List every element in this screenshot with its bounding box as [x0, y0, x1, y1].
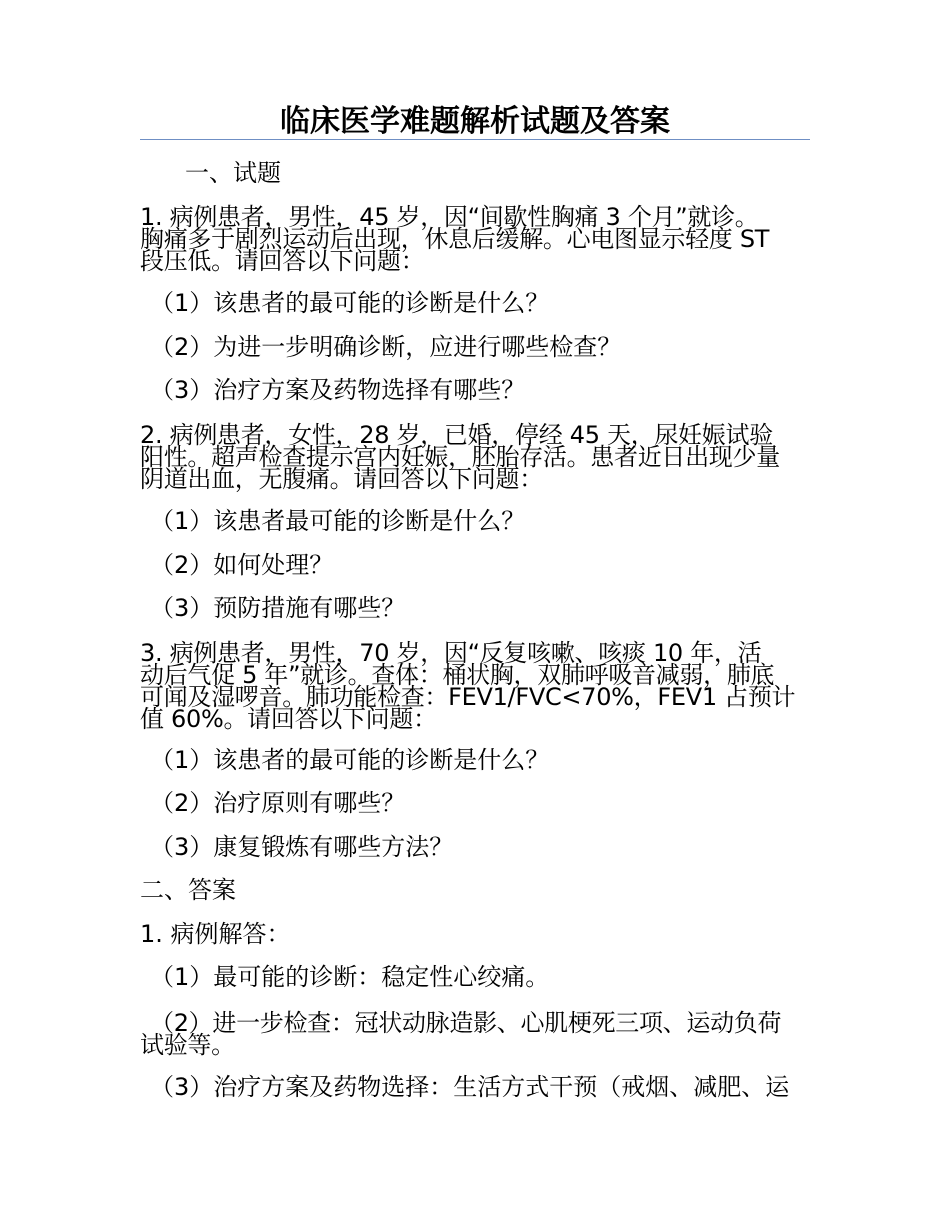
answer-1-item-3: （3）治疗方案及药物选择：生活方式干预（戒烟、减肥、运 [150, 1073, 790, 1101]
answer-1-heading: 1. 病例解答： [140, 920, 291, 948]
question-2-text [140, 421, 812, 493]
question-3-line: 值 60%。请回答以下问题： [140, 705, 437, 733]
question-2-sub-2: （2）如何处理？ [150, 551, 334, 579]
question-3-sub-3: （3）康复锻炼有哪些方法？ [150, 833, 454, 861]
section-heading-questions: 一、试题 [185, 159, 281, 187]
question-1-text [140, 203, 812, 275]
question-2-line: 阴道出血，无腹痛。请回答以下问题： [140, 465, 543, 493]
answer-1-item-2 [140, 1009, 812, 1059]
question-1-sub-2: （2）为进一步明确诊断，应进行哪些检查？ [150, 333, 622, 361]
question-3-text [140, 639, 812, 733]
question-3-line: 3. 病例患者，男性，70 岁，因“反复咳嗽、咳痰 10 年，活 [140, 639, 762, 667]
answer-1-item-2-line: 试验等。 [140, 1031, 235, 1059]
question-1-line: 胸痛多于剧烈运动后出现，休息后缓解。心电图显示轻度 ST [140, 225, 770, 253]
question-2-sub-1: （1）该患者最可能的诊断是什么？ [150, 507, 526, 535]
question-1-sub-3: （3）治疗方案及药物选择有哪些？ [150, 376, 526, 404]
question-1-line: 段压低。请回答以下问题： [140, 247, 425, 275]
question-1-sub-1: （1）该患者的最可能的诊断是什么？ [150, 289, 550, 317]
question-3-line: 可闻及湿啰音。肺功能检查：FEV1/FVC<70%，FEV1 占预计 [140, 683, 796, 711]
title-underline [140, 139, 810, 140]
answer-1-item-2-line: （2）进一步检查：冠状动脉造影、心肌梗死三项、运动负荷 [150, 1009, 782, 1037]
question-3-line: 动后气促 5 年”就诊。查体：桶状胸，双肺呼吸音减弱，肺底 [140, 661, 775, 689]
answer-1-item-1: （1）最可能的诊断：稳定性心绞痛。 [150, 963, 550, 991]
question-3-sub-2: （2）治疗原则有哪些？ [150, 789, 406, 817]
question-1-line: 1. 病例患者，男性，45 岁，因“间歇性胸痛 3 个月”就诊。 [140, 203, 759, 231]
question-3-sub-1: （1）该患者的最可能的诊断是什么？ [150, 746, 550, 774]
question-2-sub-3: （3）预防措施有哪些？ [150, 594, 406, 622]
document-title: 临床医学难题解析试题及答案 [280, 104, 670, 139]
question-2-line: 2. 病例患者，女性，28 岁，已婚，停经 45 天，尿妊娠试验 [140, 421, 773, 449]
section-heading-answers: 二、答案 [140, 876, 236, 904]
question-2-line: 阳性。超声检查提示宫内妊娠，胚胎存活。患者近日出现少量 [140, 443, 780, 471]
